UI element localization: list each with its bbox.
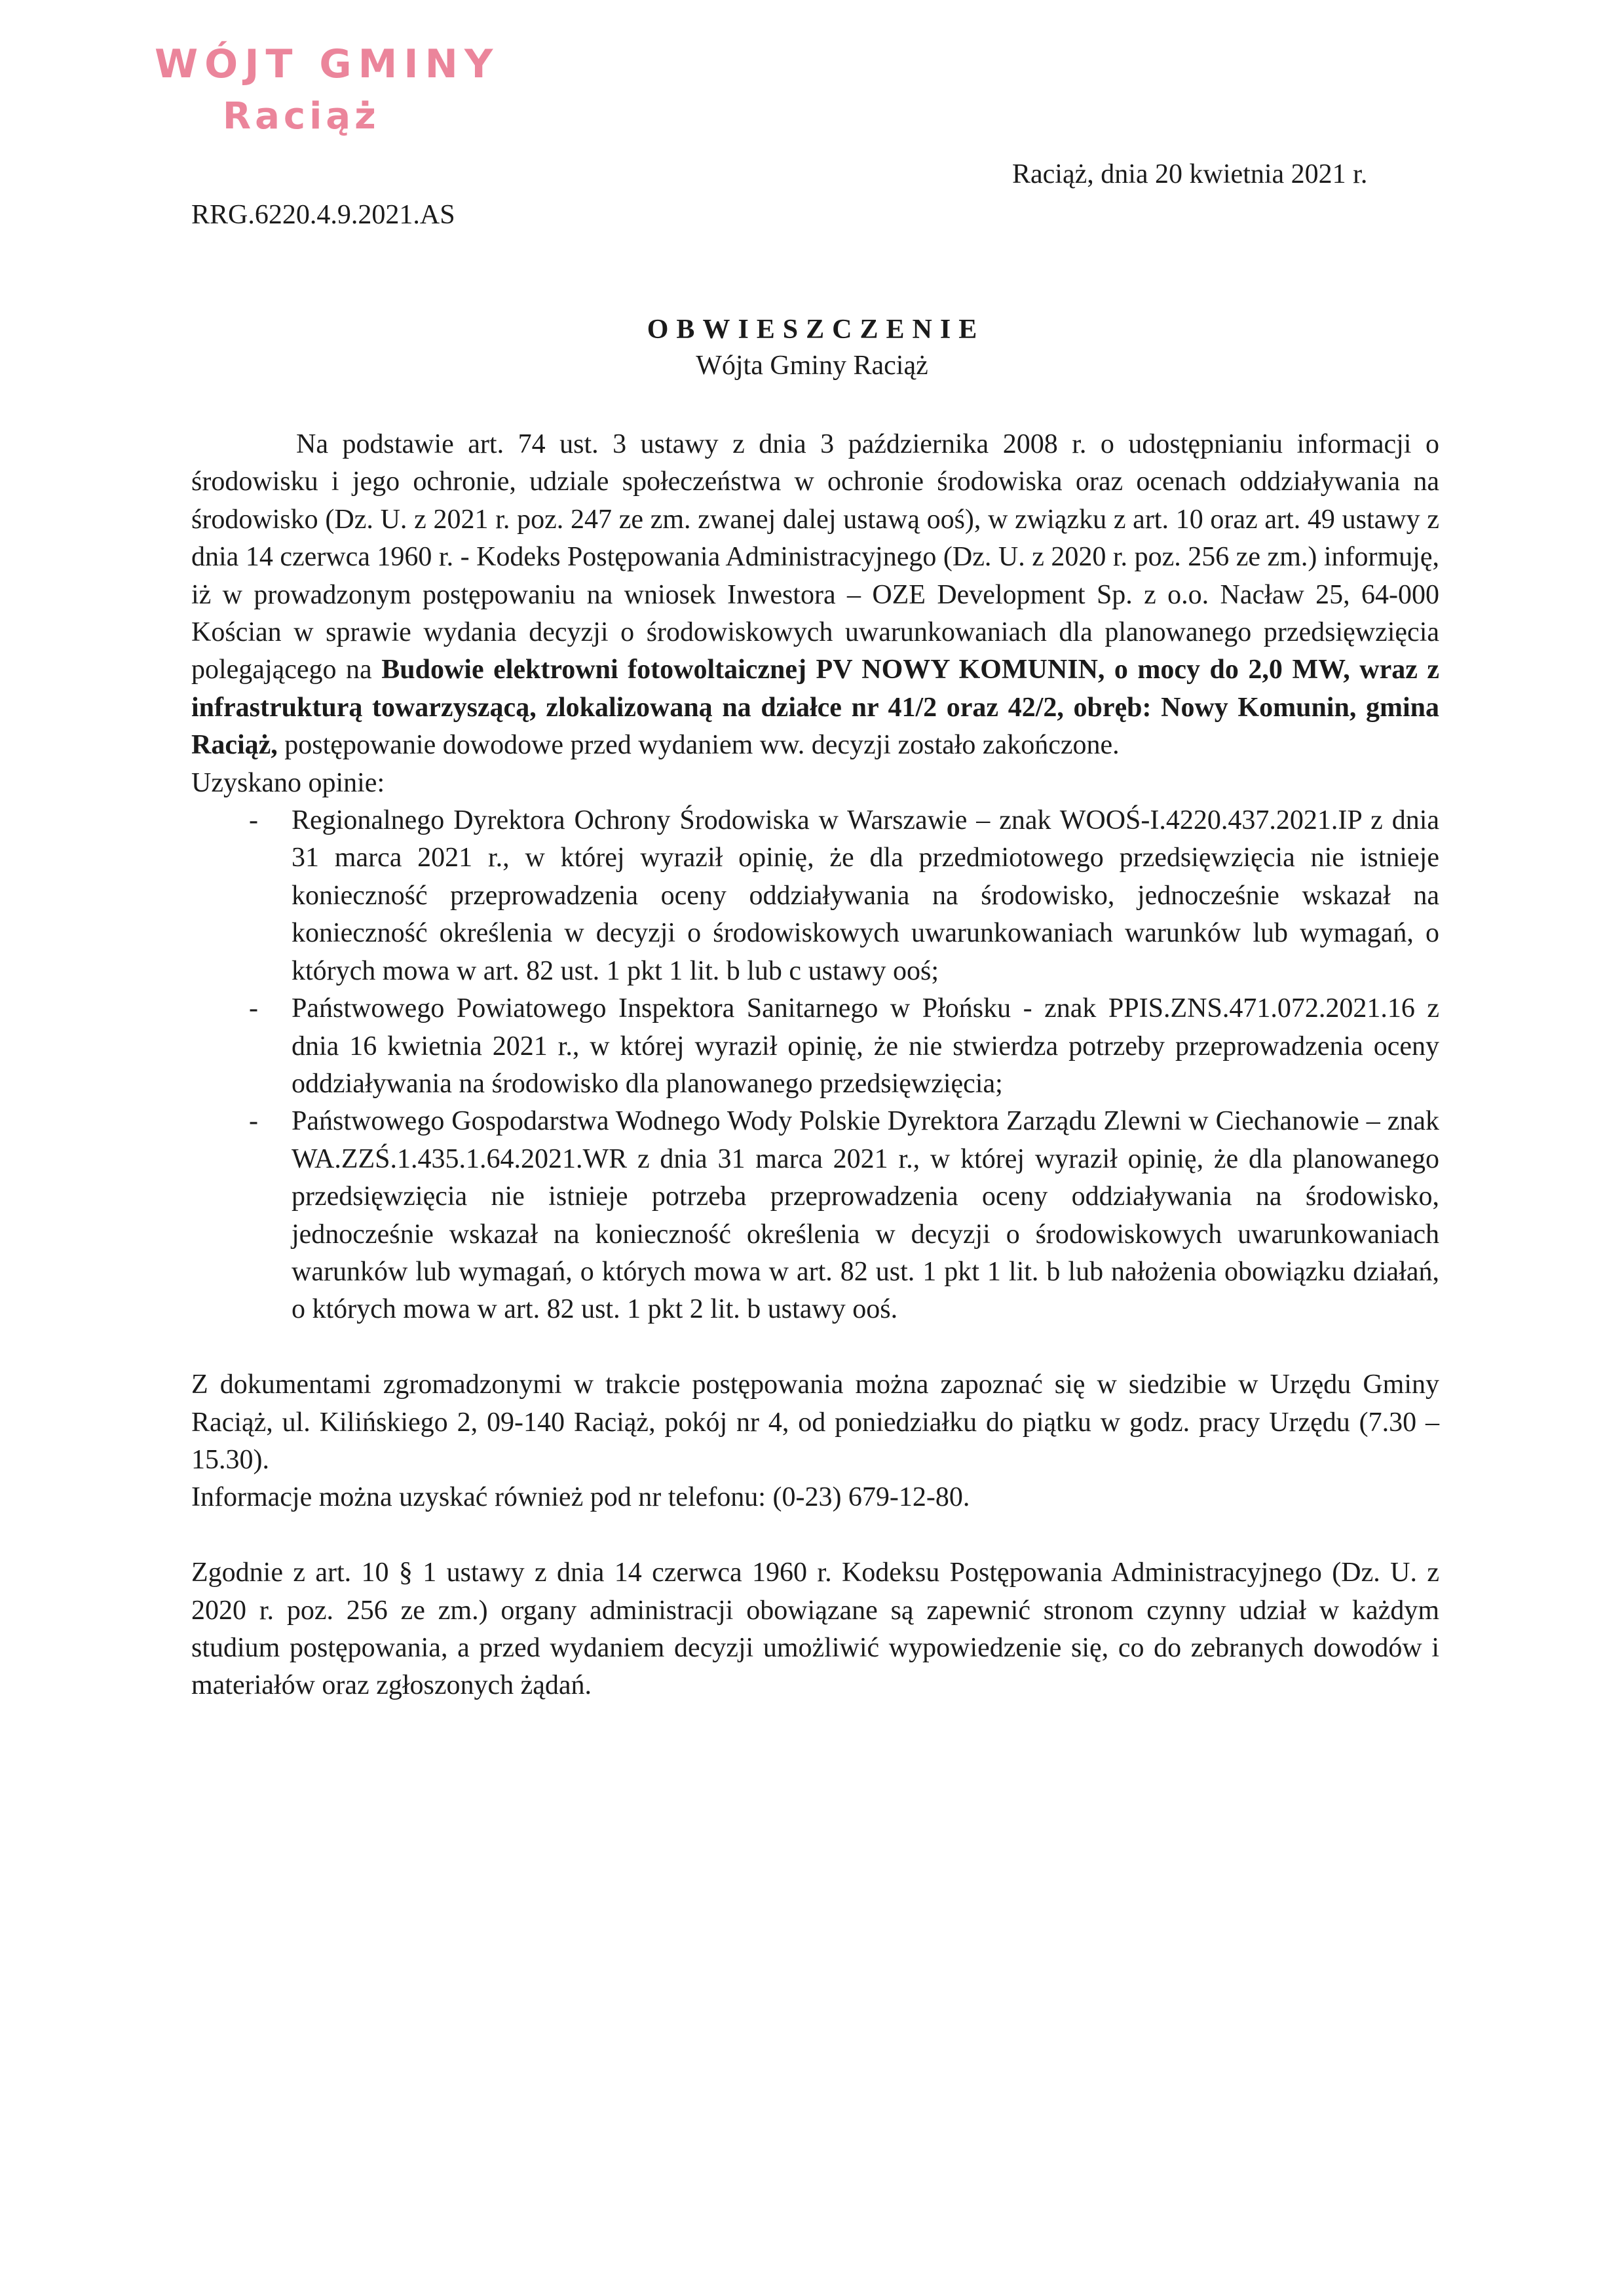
paragraph-documents-access: Z dokumentami zgromadzonymi w trakcie postępowania można zapoznać się w siedzibie w Urzędu Gminy Raciąż, ul. Kilińskiego 2, 09-140 Raciąż, pokój nr 4, od poniedziałku do piątku w godz. pracy Urzędu (7.30 – 15.30). [191, 1369, 1439, 1475]
stamp-line-1: WÓJT GMINY [155, 41, 500, 87]
spacer [191, 1329, 1439, 1366]
opinion-item-wody-polskie [191, 1103, 1439, 1328]
stamp-line-2: Raciąż [223, 95, 380, 138]
spacer [191, 1517, 1439, 1554]
document-subtitle: Wójta Gminy Raciąż [696, 351, 928, 381]
project-description: Budowie elektrowni fotowoltaicznej PV NOWY KOMUNIN, o mocy do 2,0 MW, wraz z infrastrukturą towarzyszącą, zlokalizowaną na działce nr 41/2 oraz 42/2, obręb: Nowy Komunin, gmina Raciąż, [191, 655, 1440, 761]
paragraph-main-outro: postępowanie dowodowe przed wydaniem ww. decyzji zostało zakończone. [277, 730, 1120, 761]
opinion-item-rdos [191, 802, 1439, 990]
document-body [191, 426, 1439, 1705]
paragraph-main [191, 426, 1439, 765]
paragraph-legal-notice: Zgodnie z art. 10 § 1 ustawy z dnia 14 czerwca 1960 r. Kodeksu Postępowania Administracyjnego (Dz. U. z 2020 r. poz. 256 ze zm.) organy administracji obowiązane są zapewnić stronom czynny udział w każdym studium postępowania, a przed wydaniem decyzji umożliwić wypowiedzenie się, co do zebranych dowodów i materiałów oraz zgłoszonych żądań. [191, 1558, 1439, 1701]
paragraph-phone-info: Informacje można uzyskać również pod nr telefonu: (0-23) 679-12-80. [191, 1482, 970, 1513]
opinion-text: Regionalnego Dyrektora Ochrony Środowiska w Warszawie – znak WOOŚ-I.4220.437.2021.IP z dnia 31 marca 2021 r., w której wyraził opinię, że dla przedmiotowego przedsięwzięcia nie istnieje konieczność przeprowadzenia oceny oddziaływania na środowisko, jednocześnie wskazał na konieczność określenia w decyzji o środowiskowych uwarunkowaniach warunków lub wymagań, o których mowa w art. 82 ust. 1 pkt 1 lit. b lub c ustawy ooś; [292, 805, 1439, 986]
list-bullet: - [249, 993, 258, 1024]
list-bullet: - [249, 1106, 258, 1137]
opinions-heading: Uzyskano opinie: [191, 767, 385, 798]
opinion-text: Państwowego Gospodarstwa Wodnego Wody Polskie Dyrektora Zarządu Zlewni w Ciechanowie – znak WA.ZZŚ.1.435.1.64.2021.WR z dnia 31 marca 2021 r., w której wyraził opinię, że dla planowanego przedsięwzięcia nie istnieje potrzeba przeprowadzenia oceny oddziaływania na środowisko, jednocześnie wskazał na konieczność określenia w decyzji o środowiskowych uwarunkowaniach warunków lub wymagań, o których mowa w art. 82 ust. 1 pkt 1 lit. b lub nałożenia obowiązku działań, o których mowa w art. 82 ust. 1 pkt 2 lit. b ustawy ooś. [292, 1106, 1439, 1325]
opinions-list [191, 802, 1439, 1329]
opinion-item-ppis [191, 990, 1439, 1103]
opinion-text: Państwowego Powiatowego Inspektora Sanitarnego w Płońsku - znak PPIS.ZNS.471.072.2021.16 z dnia 16 kwietnia 2021 r., w której wyraził opinię, że nie stwierdza potrzeby przeprowadzenia oceny oddziaływania na środowisko dla planowanego przedsięwzięcia; [292, 993, 1439, 1099]
reference-number: RRG.6220.4.9.2021.AS [191, 200, 455, 230]
document-title: OBWIESZCZENIE [647, 315, 985, 345]
list-bullet: - [249, 805, 258, 836]
paragraph-main-intro: Na podstawie art. 74 ust. 3 ustawy z dnia 3 października 2008 r. o udostępnianiu informacji o środowisku i jego ochronie, udziale społeczeństwa w ochronie środowiska oraz ocenach oddziaływania na środowisko (Dz. U. z 2021 r. poz. 247 ze zm. zwanej dalej ustawą ooś), w związku z art. 10 oraz art. 49 ustawy z dnia 14 czerwca 1960 r. - Kodeks Postępowania Administracyjnego (Dz. U. z 2020 r. poz. 256 ze zm.) informuję, iż w prowadzonym postępowaniu na wniosek Inwestora – OZE Development Sp. z o.o. Nacław 25, 64-000 Kościan w sprawie wydania decyzji o środowiskowych uwarunkowaniach dla planowanego przedsięwzięcia polegającego na [191, 429, 1439, 685]
document-date: Raciąż, dnia 20 kwietnia 2021 r. [1012, 159, 1368, 189]
